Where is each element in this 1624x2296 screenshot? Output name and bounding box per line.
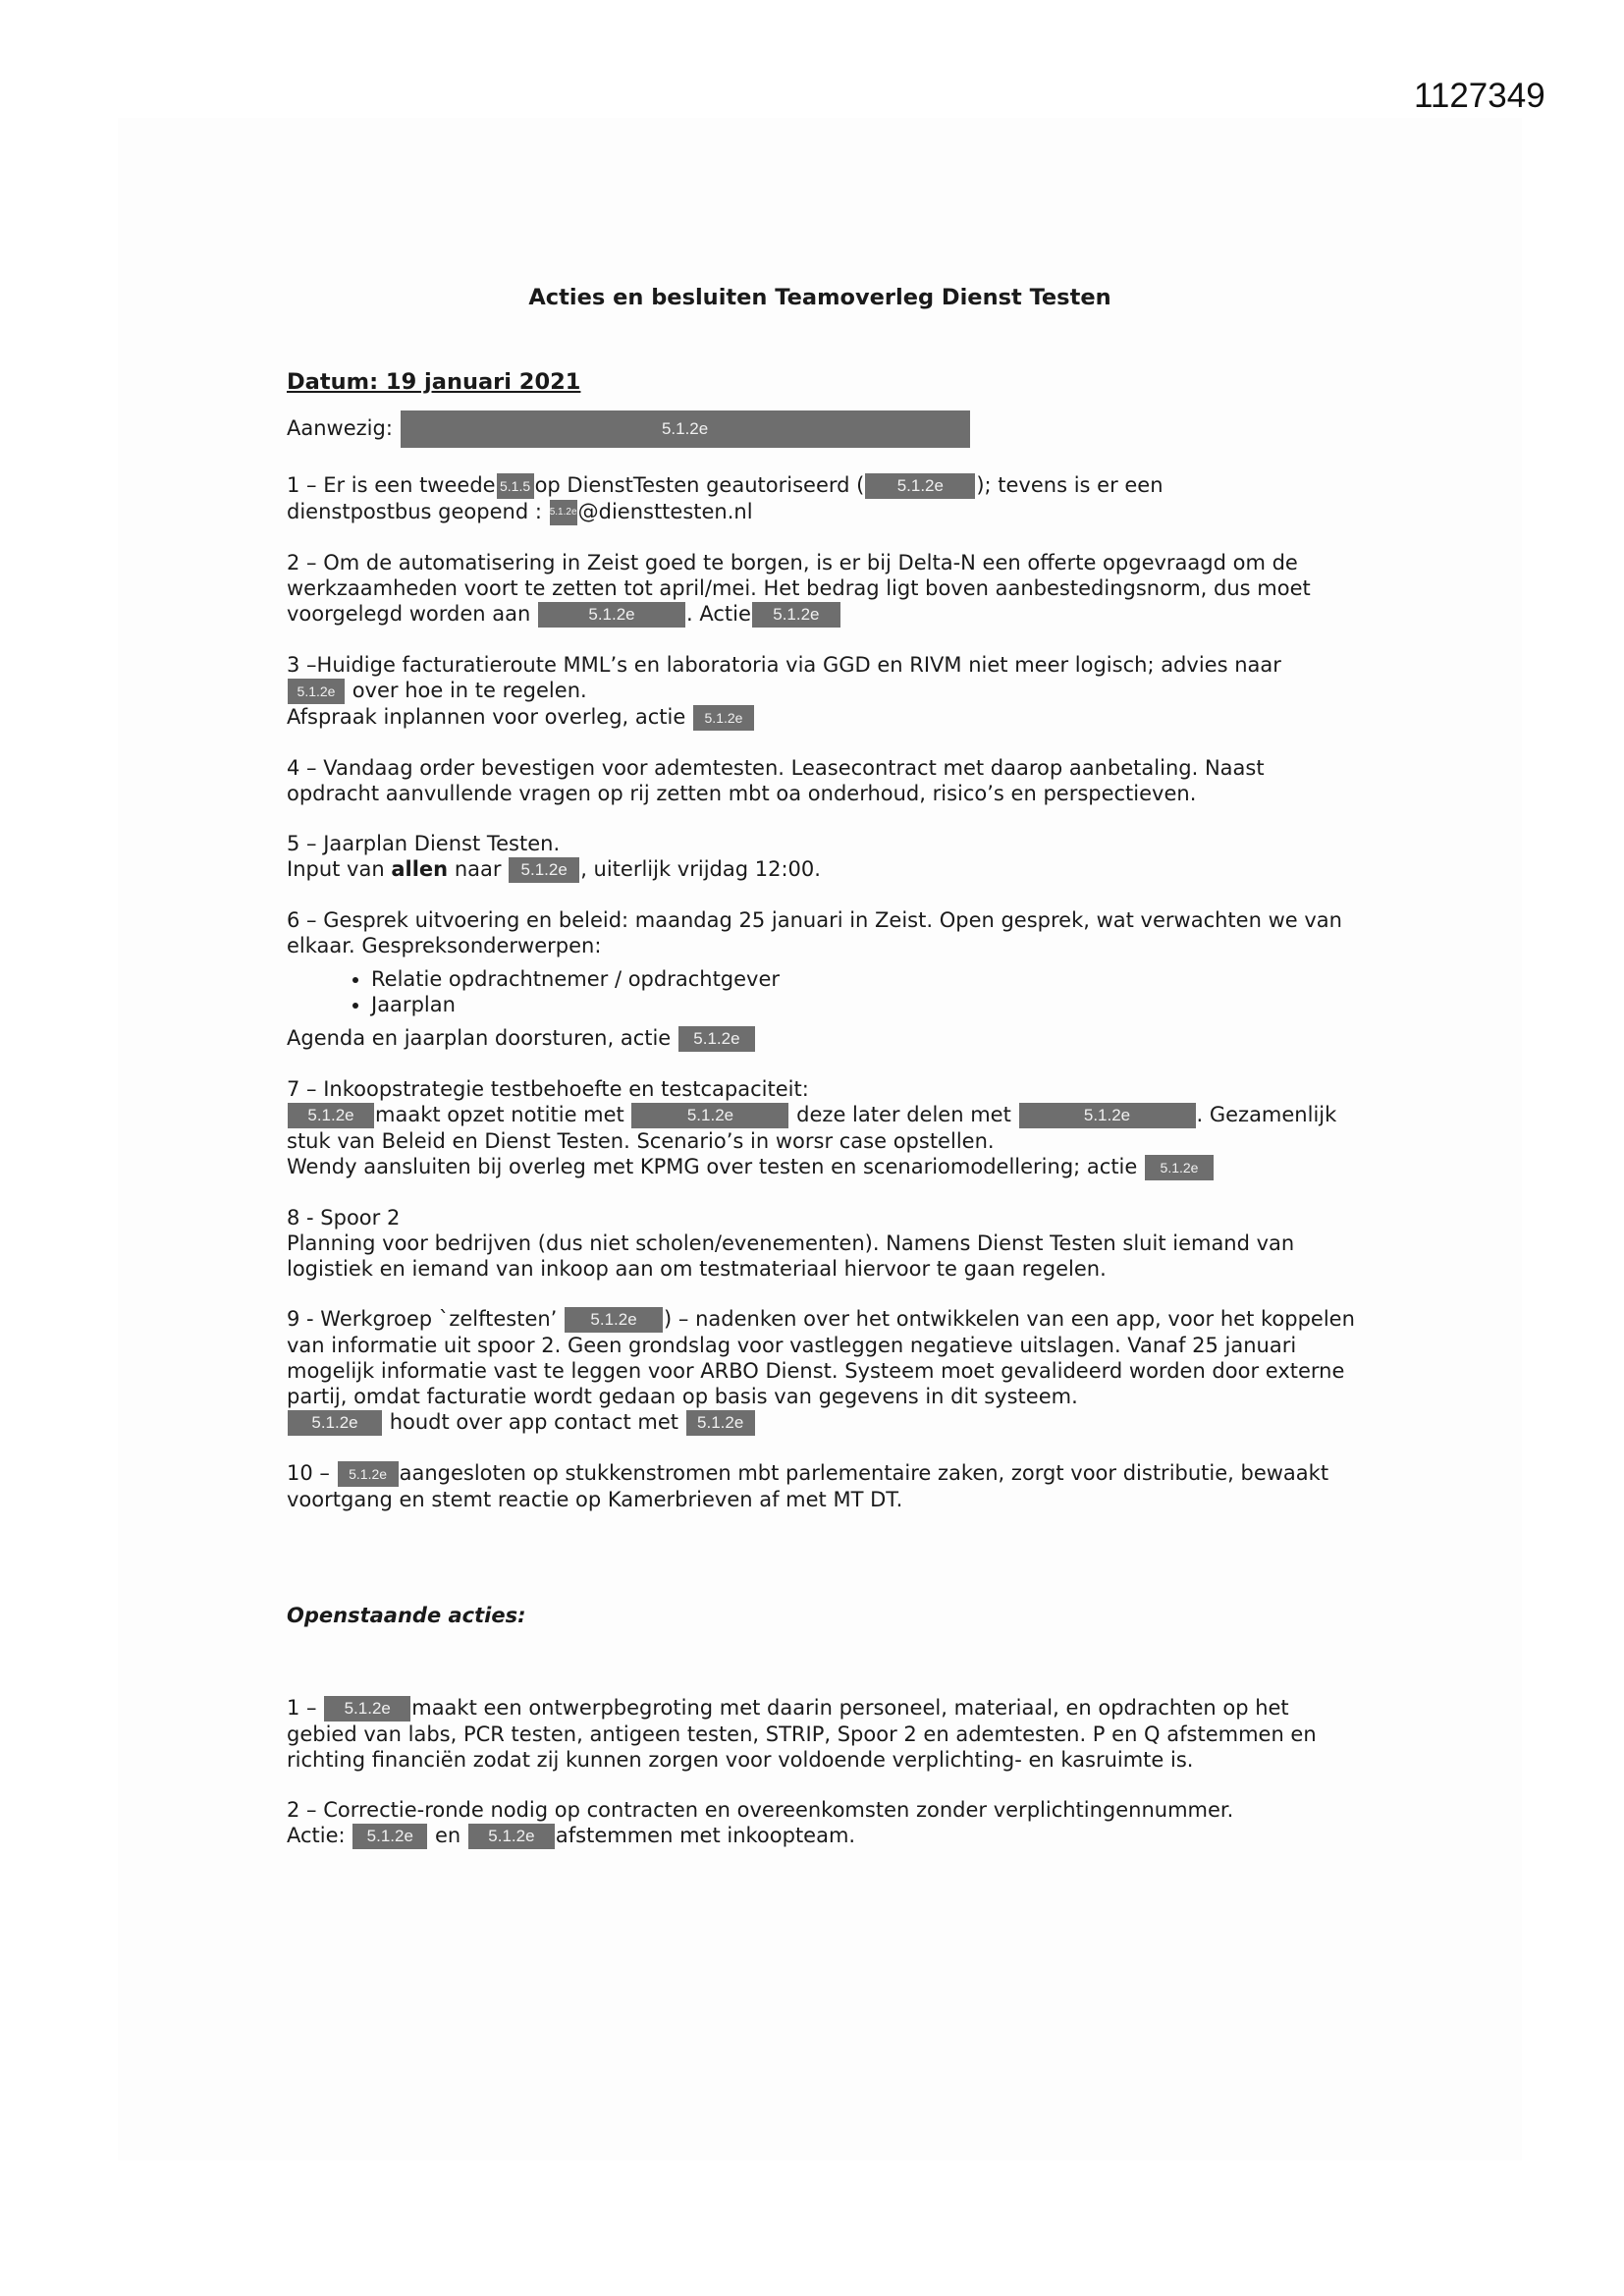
attendees-label: Aanwezig:	[287, 416, 393, 440]
redaction-box: 5.1.2e	[752, 602, 840, 628]
item-text: Actie:	[287, 1824, 346, 1847]
item-text: 6 – Gesprek uitvoering en beleid: maandag 25 januari in Zeist. Open gesprek, wat verwachten we van elkaar. Gespreksonderwerpen:	[287, 908, 1342, 957]
open-action-2	[287, 1797, 1357, 1849]
minutes-item-10	[287, 1460, 1357, 1512]
open-action-1	[287, 1695, 1357, 1773]
item-text: ) – nadenken over het ontwikkelen van een app, voor het koppelen van informatie uit spoor 2. Geen grondslag voor vastleggen negatieve uitslagen. Vanaf 25 januari mogelijk informatie vast te leggen voor ARBO Dienst. Systeem moet gevalideerd worden door externe partij, omdat facturatie wordt gedaan op basis van gegevens in dit systeem.	[287, 1307, 1355, 1408]
item-text: Wendy aansluiten bij overleg met KPMG over testen en scenariomodellering; actie	[287, 1155, 1138, 1178]
minutes-body	[287, 369, 1357, 1874]
minutes-item-2	[287, 550, 1357, 628]
item-text: over hoe in te regelen.	[352, 679, 587, 702]
item-text: maakt een ontwerpbegroting met daarin personeel, materiaal, en opdrachten op het gebied van labs, PCR testen, antigeen testen, STRIP, Spoor 2 en ademtesten. P en Q afstemmen en richting financiën zodat zij kunnen zorgen voor voldoende verplichting- en kasruimte is.	[287, 1696, 1317, 1772]
minutes-item-8	[287, 1205, 1357, 1282]
item-text: op DienstTesten geautoriseerd (	[534, 473, 865, 497]
item-text: Agenda en jaarplan doorsturen, actie	[287, 1026, 672, 1050]
redaction-box: 5.1.2e	[401, 410, 970, 448]
item-text: . Actie	[686, 602, 751, 626]
item-text: 1 –	[287, 1696, 317, 1720]
minutes-item-1	[287, 472, 1357, 525]
redaction-box: 5.1.2e	[324, 1696, 410, 1722]
item-text: maakt opzet notitie met	[375, 1103, 624, 1126]
item-text: Planning voor bedrijven (dus niet scholen/evenementen). Namens Dienst Testen sluit iemand van logistiek en iemand van inkoop aan om testmateriaal hiervoor te gaan regelen.	[287, 1231, 1295, 1281]
redaction-box: 5.1.5	[497, 473, 534, 499]
item-text: aangesloten op stukkenstromen mbt parlementaire zaken, zorgt voor distributie, bewaakt voortgang en stemt reactie op Kamerbrieven af met MT DT.	[287, 1461, 1329, 1511]
item-text: 10 –	[287, 1461, 330, 1485]
redaction-box: 5.1.2e	[288, 1410, 382, 1436]
meeting-date: Datum: 19 januari 2021	[287, 369, 581, 395]
list-item: • Relatie opdrachtnemer / opdrachtgever	[371, 966, 1357, 992]
item-text: dienstpostbus geopend :	[287, 500, 542, 523]
item-text: 8 - Spoor 2	[287, 1206, 401, 1230]
item-text	[287, 1025, 1357, 1052]
redaction-box: 5.1.2e	[288, 1103, 374, 1128]
minutes-item-5	[287, 831, 1357, 883]
minutes-item-4: 4 – Vandaag order bevestigen voor ademtesten. Leasecontract met daarop aanbetaling. Naast opdracht aanvullende vragen op rij zetten mbt oa onderhoud, risico’s en perspectieven.	[287, 756, 1265, 805]
topics-list	[287, 966, 1357, 1017]
page-title: Acties en besluiten Teamoverleg Dienst Testen	[528, 285, 1111, 310]
item-text: 2 – Correctie-ronde nodig op contracten en overeenkomsten zonder verplichtingennummer.	[287, 1798, 1234, 1822]
redaction-box: 5.1.2e	[1019, 1103, 1196, 1128]
item-text: Input van	[287, 857, 385, 881]
item-text: 1 – Er is een tweede	[287, 473, 496, 497]
redaction-box: 5.1.2e	[550, 500, 577, 525]
redaction-box: 5.1.2e	[693, 705, 754, 731]
redaction-box: 5.1.2e	[686, 1410, 755, 1436]
item-text: Afspraak inplannen voor overleg, actie	[287, 705, 686, 729]
minutes-item-3	[287, 652, 1357, 731]
item-text: afstemmen met inkoopteam.	[555, 1824, 856, 1847]
redaction-box: 5.1.2e	[468, 1824, 555, 1849]
open-actions-heading: Openstaande acties:	[287, 1604, 526, 1627]
item-text: ); tevens is er een	[976, 473, 1164, 497]
redaction-box: 5.1.2e	[631, 1103, 788, 1128]
item-text: . Gezamenlijk stuk van Beleid en Dienst Testen. Scenario’s in worsr case opstellen.	[287, 1103, 1337, 1153]
item-text: 5 – Jaarplan Dienst Testen.	[287, 832, 561, 855]
redaction-box: 5.1.2e	[1145, 1155, 1214, 1180]
item-text: en	[434, 1824, 461, 1847]
item-text: deze later delen met	[796, 1103, 1011, 1126]
item-text: houdt over app contact met	[389, 1410, 678, 1434]
redaction-box: 5.1.2e	[678, 1026, 755, 1052]
item-text: 2 – Om de automatisering in Zeist goed te borgen, is er bij Delta-N een offerte opgevraagd om de werkzaamheden voort te zetten tot april/mei. Het bedrag ligt boven aanbestedingsnorm, dus moet voorgelegd worden aan	[287, 551, 1311, 626]
redaction-box: 5.1.2e	[538, 602, 685, 628]
item-text: 9 - Werkgroep `zelftesten’	[287, 1307, 558, 1331]
attendees-line	[287, 410, 1357, 448]
redaction-box: 5.1.2e	[338, 1461, 399, 1487]
redaction-box: 5.1.2e	[565, 1307, 663, 1333]
minutes-item-6	[287, 907, 1357, 1052]
item-text-bold: allen	[391, 857, 449, 881]
item-text: @diensttesten.nl	[577, 500, 753, 523]
item-text: naar	[454, 857, 502, 881]
list-item: • Jaarplan	[371, 992, 1357, 1017]
redaction-box: 5.1.2e	[865, 473, 975, 499]
minutes-item-9	[287, 1306, 1357, 1436]
minutes-item-7	[287, 1076, 1357, 1180]
item-text: , uiterlijk vrijdag 12:00.	[580, 857, 821, 881]
item-text: 3 –Huidige facturatieroute MML’s en laboratoria via GGD en RIVM niet meer logisch; advies naar	[287, 653, 1281, 677]
redaction-box: 5.1.2e	[509, 857, 579, 883]
redaction-box: 5.1.2e	[352, 1824, 427, 1849]
redaction-box: 5.1.2e	[288, 679, 345, 704]
item-text: 7 – Inkoopstrategie testbehoefte en testcapaciteit:	[287, 1077, 809, 1101]
document-number: 1127349	[1414, 77, 1545, 115]
